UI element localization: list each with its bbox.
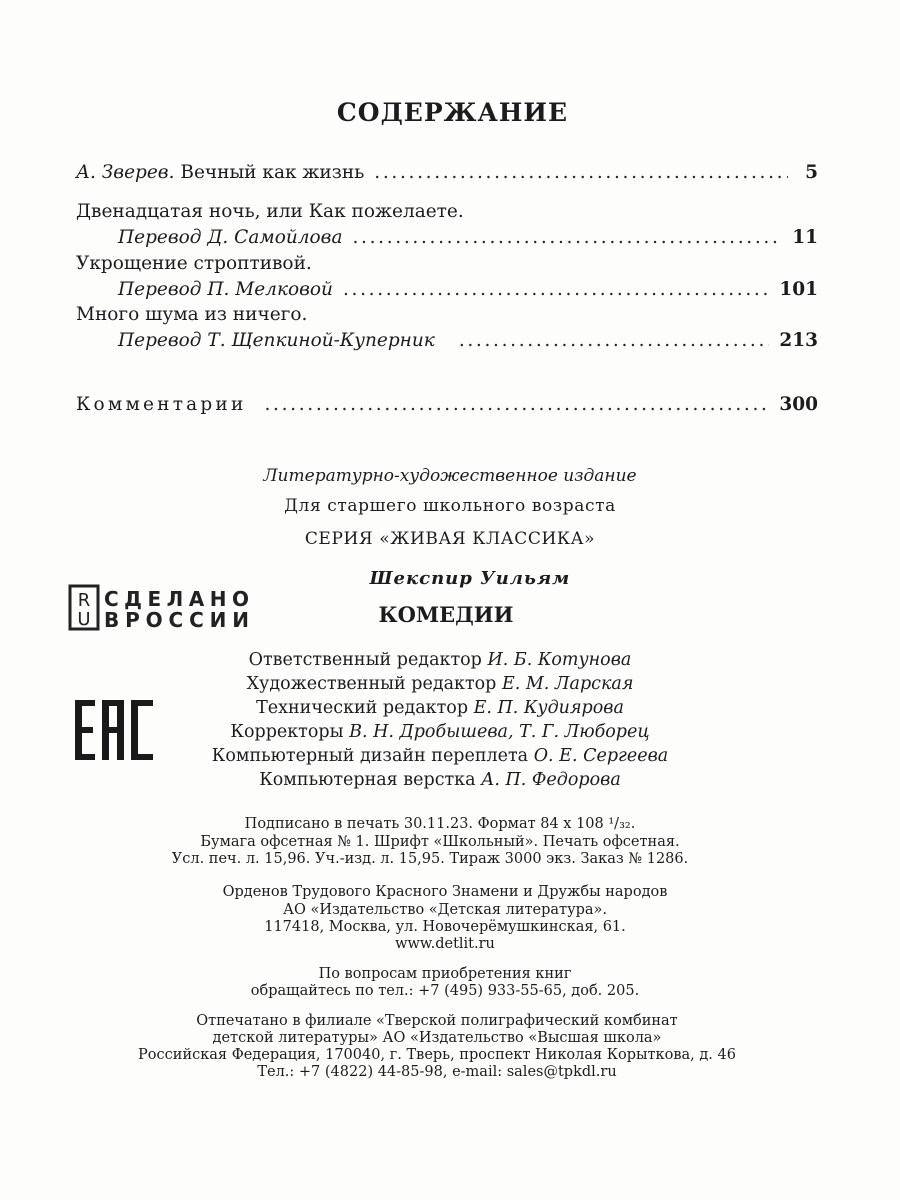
toc-comments-title: Комментарии: [76, 394, 247, 415]
toc-intro-label: [76, 162, 364, 183]
eac-mark-icon: [75, 700, 155, 760]
credit-role: Корректоры: [230, 722, 344, 742]
age-rating: Для старшего школьного возраста: [284, 496, 616, 516]
dot-leader: [352, 227, 782, 248]
purchase-line: По вопросам приобретения книг: [318, 966, 572, 982]
printer-contact: Тел.: +7 (4822) 44-85-98, e-mail: sales@tpkdl.ru: [257, 1064, 617, 1080]
credit-role: Ответственный редактор: [248, 650, 482, 670]
book-title: КОМЕДИИ: [378, 602, 514, 627]
printer-line: Отпечатано в филиале «Тверской полиграфический комбинат: [196, 1013, 678, 1029]
toc-title: СОДЕРЖАНИЕ: [336, 98, 569, 127]
toc-page: 11: [792, 227, 818, 248]
printer-address: Российская Федерация, 170040, г. Тверь, проспект Николая Корыткова, д. 46: [138, 1047, 736, 1063]
credit-name: А. П. Федорова: [481, 770, 621, 790]
credit-line: [130, 674, 750, 694]
svg-text:ВРОССИИ: ВРОССИИ: [104, 608, 249, 632]
toc-work-title: Укрощение строптивой.: [76, 253, 312, 274]
print-info-line: Бумага офсетная № 1. Шрифт «Школьный». Печать офсетная.: [200, 834, 680, 850]
credit-role: Художественный редактор: [246, 674, 497, 694]
toc-entry-intro[interactable]: [76, 162, 818, 183]
svg-text:R: R: [77, 590, 91, 611]
purchase-phone: обращайтесь по тел.: +7 (495) 933-55-65, доб. 205.: [250, 983, 640, 999]
credit-name: В. Н. Дробышева, Т. Г. Люборец: [349, 722, 650, 742]
toc-entry[interactable]: [118, 279, 818, 300]
publisher-website[interactable]: www.detlit.ru: [395, 936, 495, 952]
dot-leader: [343, 279, 769, 300]
toc-translation: Перевод Д. Самойлова: [118, 227, 343, 248]
made-in-russia-logo: [68, 584, 253, 634]
book-author: Шекспир Уильям: [369, 568, 571, 589]
credit-role: Компьютерный дизайн переплета: [211, 746, 529, 766]
toc-work-title: Двенадцатая ночь, или Как пожелаете.: [76, 201, 464, 222]
dot-leader: [374, 162, 788, 183]
toc-intro-author: А. Зверев.: [76, 162, 175, 183]
toc-translation: Перевод П. Мелковой: [118, 279, 333, 300]
credit-line: [130, 746, 750, 766]
toc-page: 5: [805, 162, 818, 183]
toc-entry[interactable]: [118, 227, 818, 248]
toc-translation: Перевод Т. Щепкиной-Куперник: [118, 330, 435, 351]
print-info-line: Подписано в печать 30.11.23. Формат 84 x 108 ¹/₃₂.: [244, 816, 636, 832]
dot-leader: [264, 394, 769, 415]
series-name: СЕРИЯ «ЖИВАЯ КЛАССИКА»: [304, 529, 596, 549]
publisher-address: 117418, Москва, ул. Новочерёмушкинская, 61.: [264, 919, 626, 935]
toc-intro-title: Вечный как жизнь: [180, 162, 365, 183]
credit-name: Е. М. Ларская: [501, 674, 634, 694]
credit-line: [130, 650, 750, 670]
toc-entry[interactable]: [118, 330, 818, 351]
dot-leader: [459, 330, 770, 351]
credit-role: Технический редактор: [256, 698, 469, 718]
svg-text:СДЕЛАНО: СДЕЛАНО: [104, 587, 249, 611]
svg-text:U: U: [77, 609, 91, 630]
edition-type: Литературно-художественное издание: [263, 466, 637, 486]
toc-work-title: Много шума из ничего.: [76, 304, 308, 325]
toc-page: 213: [779, 330, 818, 351]
toc-page: 300: [779, 394, 818, 415]
credit-line: [130, 722, 750, 742]
credit-role: Компьютерная верстка: [259, 770, 476, 790]
toc-entry-comments[interactable]: [76, 394, 818, 415]
credit-name: Е. П. Кудиярова: [473, 698, 624, 718]
print-info-line: Усл. печ. л. 15,96. Уч.-изд. л. 15,95. Тираж 3000 экз. Заказ № 1286.: [171, 851, 689, 867]
publisher-line: Орденов Трудового Красного Знамени и Дружбы народов: [222, 884, 668, 900]
credit-name: О. Е. Сергеева: [533, 746, 669, 766]
credit-line: [130, 770, 750, 790]
publisher-line: АО «Издательство «Детская литература».: [282, 902, 608, 918]
credit-name: И. Б. Котунова: [487, 650, 632, 670]
toc-page: 101: [779, 279, 818, 300]
printer-line: детской литературы» АО «Издательство «Высшая школа»: [212, 1030, 662, 1046]
credit-line: [130, 698, 750, 718]
